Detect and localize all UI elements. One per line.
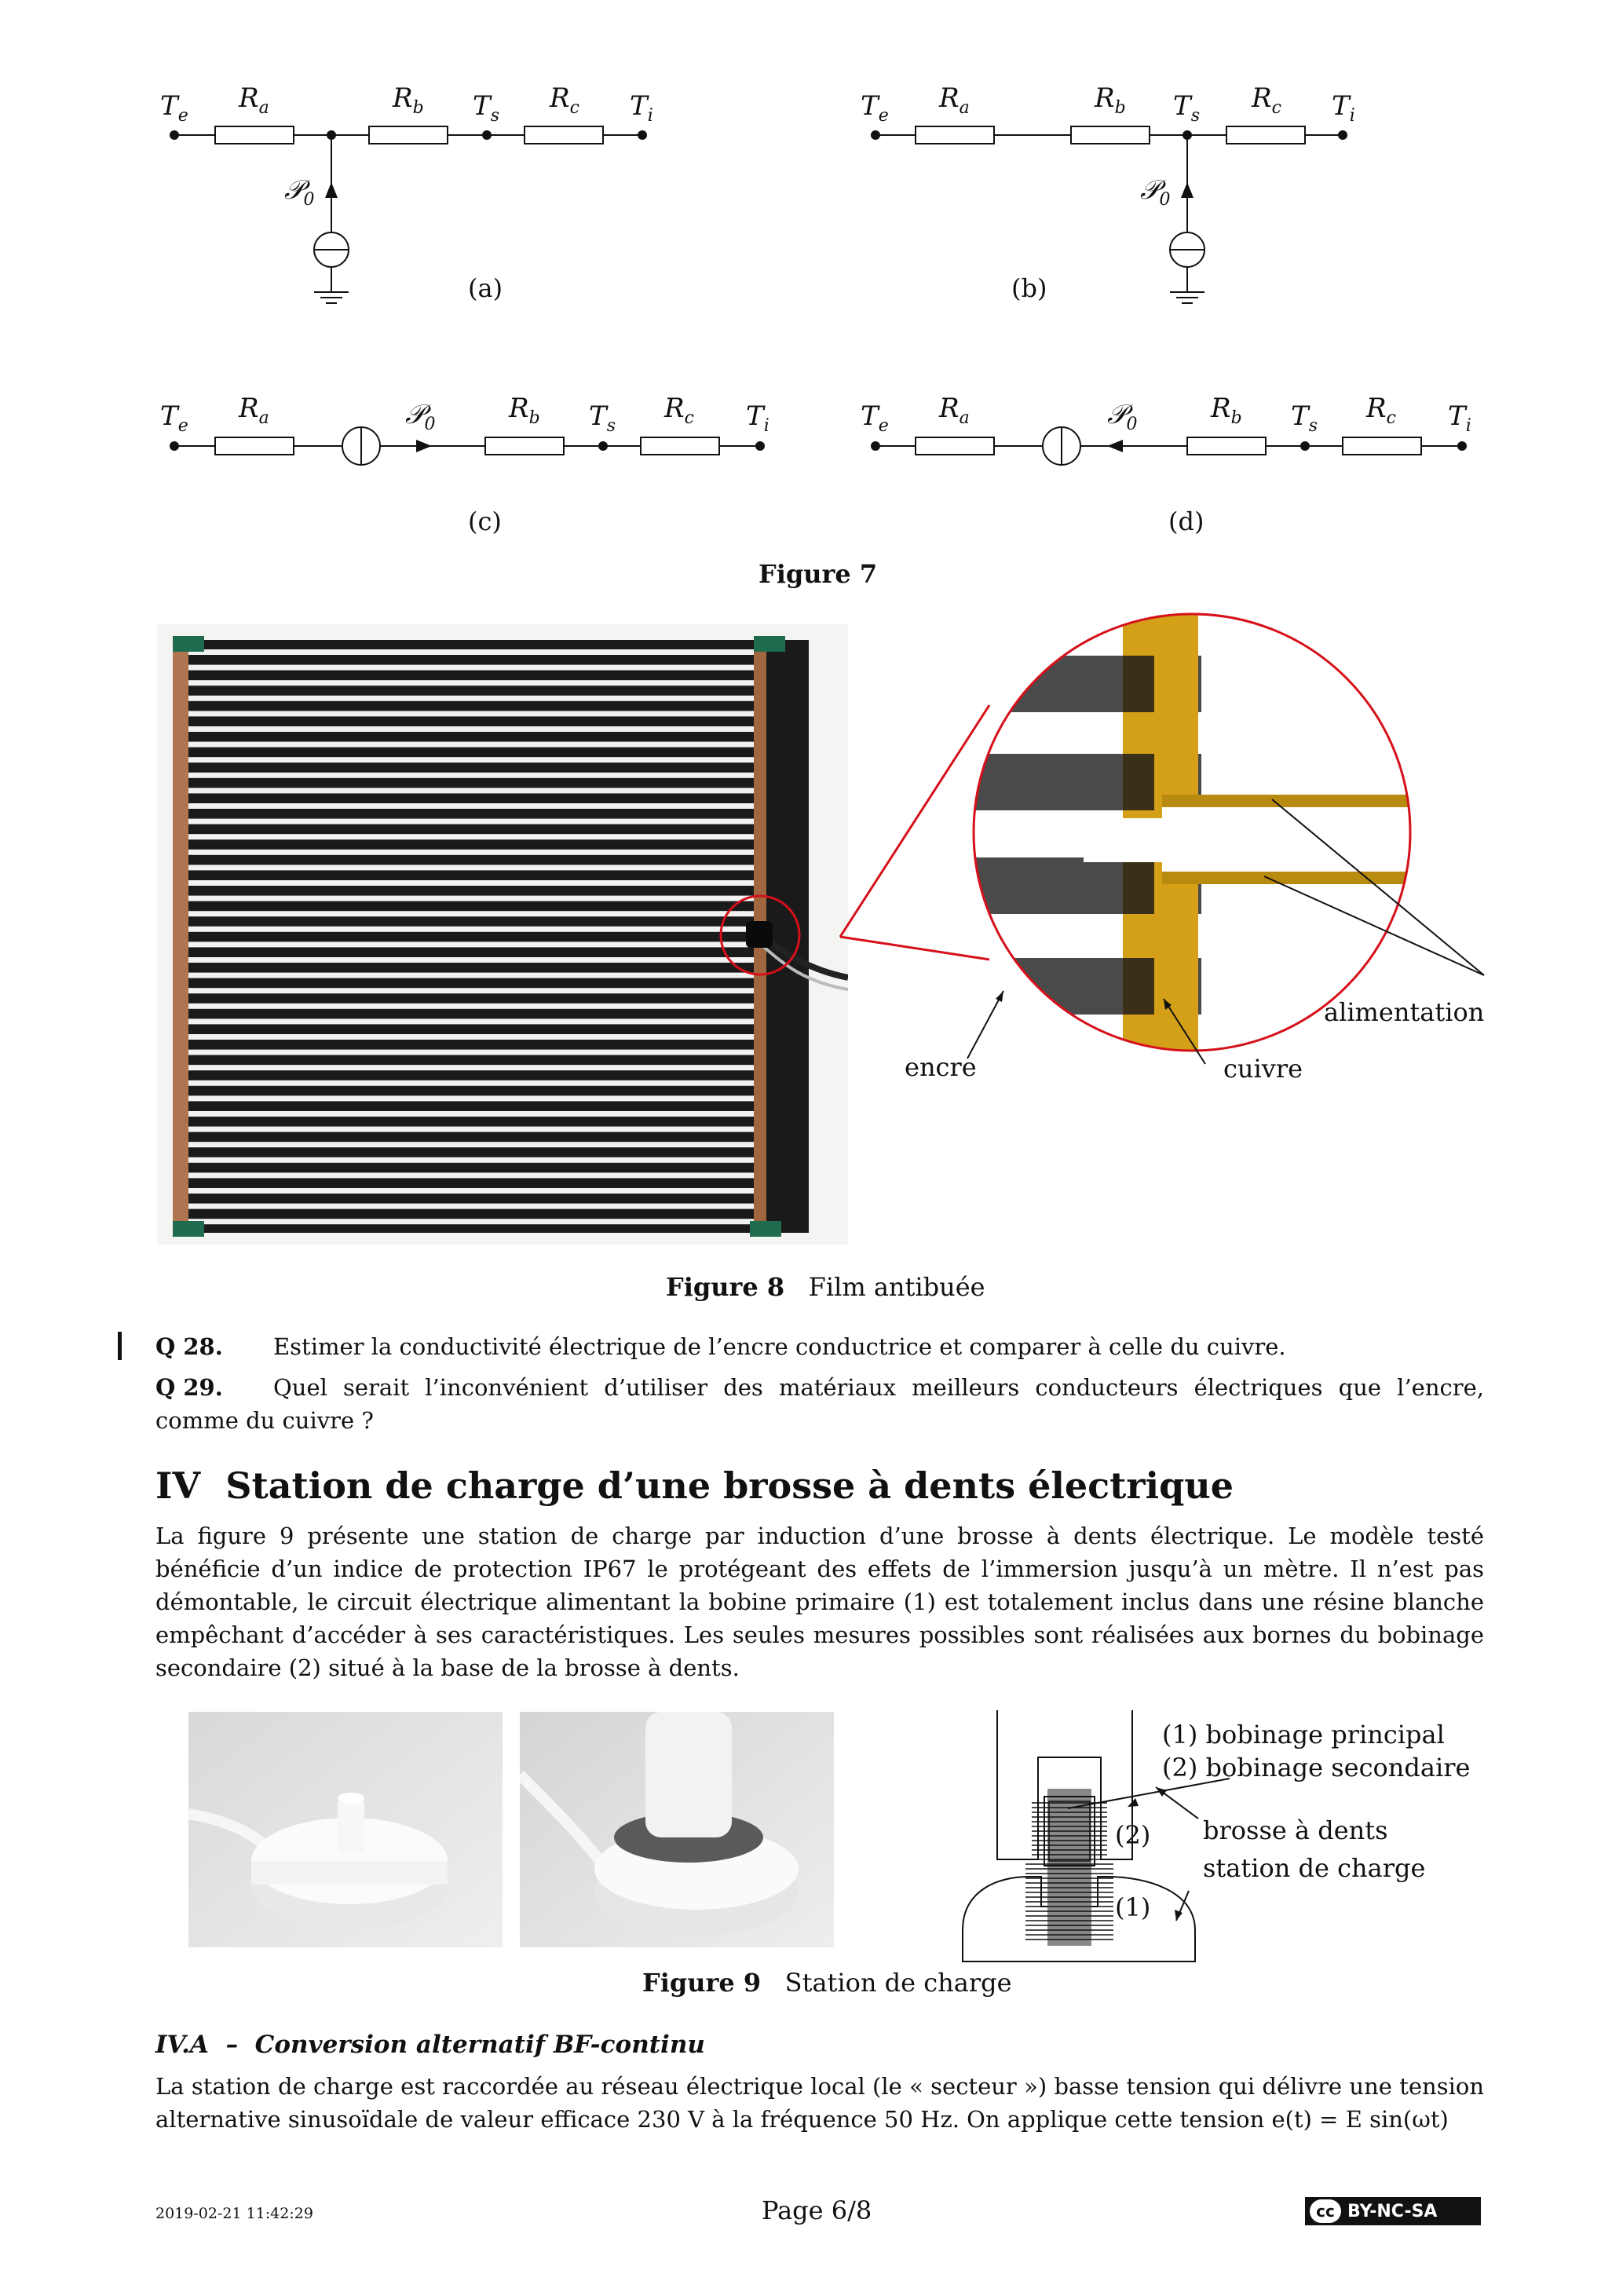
film-stripe <box>188 1111 754 1117</box>
footer-page: Page 6/8 <box>762 2195 872 2225</box>
label-p0-b: 𝒫$_0$ <box>1140 174 1171 210</box>
footer-timestamp: 2019-02-21 11:42:29 <box>155 2205 313 2222</box>
label-ti: $T_i$ <box>630 90 653 126</box>
figure-8-caption: Figure 8 Film antibuée <box>666 1272 985 1302</box>
question-29: Q 29. Quel serait l’inconvénient d’utiliser des matériaux meilleurs conducteurs électriques que l’encre, comme du cuivre ? <box>155 1374 1484 1434</box>
circuit-c <box>170 427 765 465</box>
label-ts-d: $T_s$ <box>1291 400 1318 436</box>
label-p0-c: 𝒫$_0$ <box>405 399 436 434</box>
film-stripe <box>188 773 754 778</box>
subsection-title: IV.A – Conversion alternatif BF-continu <box>155 2031 705 2059</box>
film-stripe <box>188 1065 754 1070</box>
label-two: (2) <box>1115 1820 1151 1850</box>
film-stripe <box>188 742 754 748</box>
circuit-b <box>871 126 1347 303</box>
film-stripe <box>188 973 754 978</box>
section-title: IV Station de charge d’une brosse à dents électrique <box>155 1464 1234 1507</box>
film-stripe <box>188 850 754 855</box>
label-rc: $R_c$ <box>550 82 579 118</box>
film-stripe <box>188 726 754 732</box>
film-stripe <box>188 680 754 686</box>
label-ra-d: $R_a$ <box>939 393 970 428</box>
subfig-b: (b) <box>1011 273 1047 303</box>
label-ts: $T_s$ <box>473 90 499 126</box>
film-stripe <box>188 927 754 932</box>
label-alimentation: alimentation <box>1324 997 1485 1027</box>
label-rc-c: $R_c$ <box>664 393 694 428</box>
film-stripe <box>188 1142 754 1147</box>
charger-photo-2 <box>520 1712 834 1947</box>
film-photo <box>157 624 848 1245</box>
section-paragraph: La figure 9 présente une station de charge par induction d’une brosse à dents électrique. Le modèle testé bénéficie d’un indice de protection IP67 le protégeant des effets de l’immersion jusqu’à un mètre. Il n’est pas démontable, le circuit électrique alimentant la bobine primaire (1) est totalement inclus dans une résine blanche empêchant d’accéder à ses caractéristiques. Les seules mesures possibles sont réalisées aux bornes du bobinage secondaire (2) situé à la base de la brosse à dents. <box>155 1523 1484 1681</box>
label-te-c: $T_e$ <box>160 400 188 436</box>
subfig-c: (c) <box>468 506 502 536</box>
circuit-a <box>170 126 647 303</box>
label-p0-d: 𝒫$_0$ <box>1107 399 1138 434</box>
label-ra-b: $R_a$ <box>939 82 970 118</box>
label-te: $T_e$ <box>160 90 188 126</box>
label-ti-b: $T_i$ <box>1332 90 1355 126</box>
label-ts-b: $T_s$ <box>1173 90 1200 126</box>
label-te-d: $T_e$ <box>861 400 889 436</box>
circuit-d <box>871 427 1467 465</box>
subfig-d: (d) <box>1168 506 1204 536</box>
legend-2: (2) bobinage secondaire <box>1162 1753 1471 1782</box>
subsection-paragraph: La station de charge est raccordée au réseau électrique local (le « secteur ») basse tension qui délivre une tension alternative sinusoïdale de valeur efficace 230 V à la fréquence 50 Hz. On applique cette tension e(t) = E sin(ωt) <box>155 2073 1484 2133</box>
film-stripe <box>188 1034 754 1040</box>
figure-7-caption: Figure 7 <box>758 559 878 589</box>
label-te-b: $T_e$ <box>861 90 889 126</box>
label-station: station de charge <box>1203 1853 1426 1883</box>
film-stripe <box>188 1204 754 1209</box>
film-stripe <box>188 1188 754 1194</box>
label-rc-d: $R_c$ <box>1366 393 1396 428</box>
label-one: (1) <box>1115 1892 1151 1922</box>
label-p0: 𝒫$_0$ <box>284 174 315 210</box>
film-stripe <box>188 1004 754 1009</box>
license-badge <box>1305 2197 1481 2225</box>
license-text: BY-NC-SA <box>1347 2201 1438 2221</box>
film-stripe <box>188 896 754 901</box>
film-stripe <box>188 865 754 870</box>
film-stripe <box>188 649 754 655</box>
film-stripe <box>188 1172 754 1178</box>
film-stripe <box>188 665 754 671</box>
film-stripe <box>188 819 754 824</box>
label-ra-c: $R_a$ <box>239 393 269 428</box>
change-bar <box>118 1332 122 1360</box>
film-stripe <box>188 696 754 701</box>
film-stripe <box>188 1095 754 1101</box>
film-stripe <box>188 1080 754 1086</box>
film-stripe <box>188 711 754 716</box>
label-cuivre: cuivre <box>1223 1054 1303 1084</box>
film-stripe <box>188 988 754 993</box>
cc-icon: cc <box>1310 2199 1341 2223</box>
label-ra: $R_a$ <box>239 82 269 118</box>
charger-photo-1 <box>188 1712 503 1947</box>
film-stripe <box>188 1127 754 1132</box>
film-stripe <box>188 788 754 793</box>
label-ts-c: $T_s$ <box>589 400 616 436</box>
film-stripe <box>188 880 754 886</box>
label-rb-b: $R_b$ <box>1095 82 1126 118</box>
label-rc-b: $R_c$ <box>1252 82 1281 118</box>
label-rb-d: $R_b$ <box>1211 393 1242 428</box>
film-stripe <box>188 1018 754 1024</box>
film-stripe <box>188 957 754 963</box>
film-stripe <box>188 757 754 762</box>
legend-1: (1) bobinage principal <box>1162 1720 1445 1749</box>
label-encre: encre <box>905 1052 977 1082</box>
label-brosse: brosse à dents <box>1203 1815 1388 1845</box>
figure-9-caption: Figure 9 Station de charge <box>642 1968 1012 1998</box>
label-ti-d: $T_i$ <box>1448 400 1471 436</box>
film-stripe <box>188 1219 754 1224</box>
question-28: Q 28. Estimer la conductivité électrique de l’encre conductrice et comparer à celle du cuivre. <box>155 1333 1286 1360</box>
label-rb: $R_b$ <box>393 82 424 118</box>
film-stripe <box>188 941 754 947</box>
film-stripe <box>188 803 754 809</box>
film-stripe <box>188 834 754 839</box>
subfig-a: (a) <box>468 273 503 303</box>
film-stripe <box>188 1050 754 1055</box>
label-ti-c: $T_i$ <box>746 400 769 436</box>
film-stripe <box>188 1157 754 1163</box>
film-stripe <box>188 911 754 916</box>
label-rb-c: $R_b$ <box>509 393 540 428</box>
